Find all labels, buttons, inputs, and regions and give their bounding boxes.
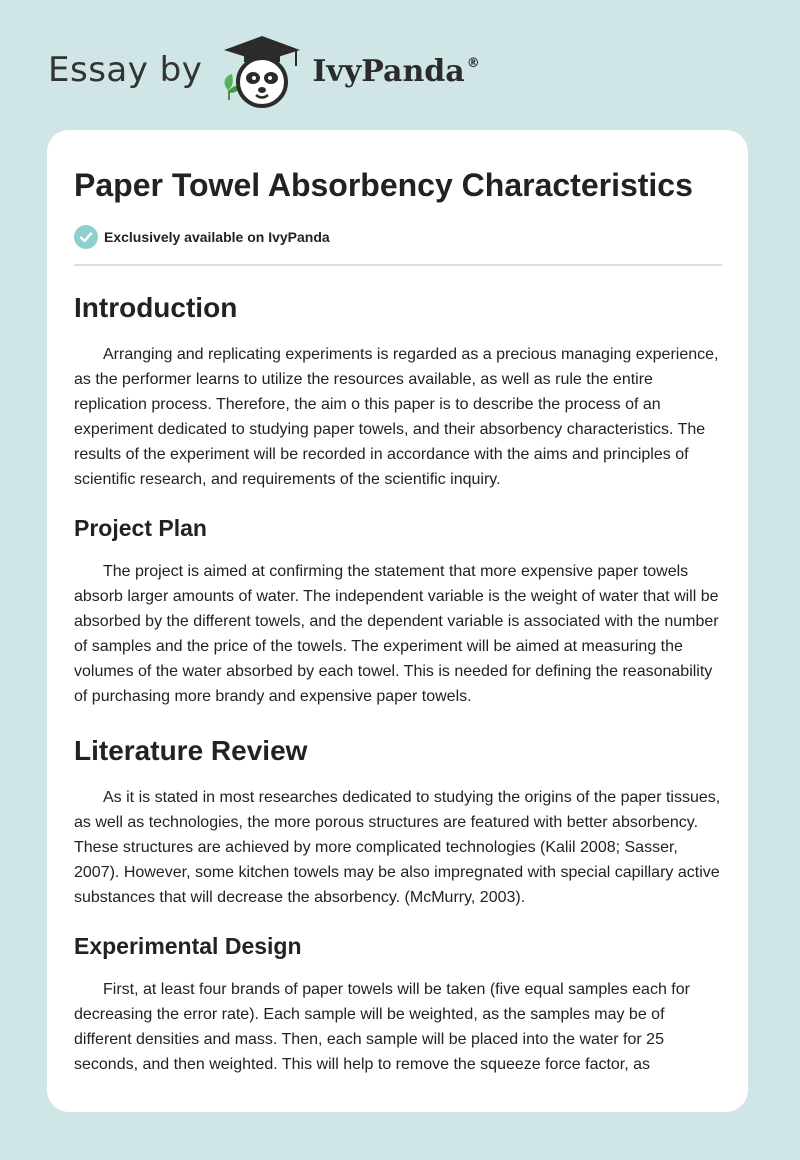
brand-name[interactable]: IvyPanda ® [312,53,480,89]
essay-card [47,130,748,1112]
section-paragraph-experimental-design: First, at least four brands of paper towels will be taken (five equal samples each for decreasing the error rate). Each sample will be weighted, as the samples may be of different densities and mass. Then, each sample will be placed into the water for 25 seconds, and then weighted. This will help to remove the squeeze force factor, as [74,981,690,1073]
section-paragraph-introduction: Arranging and replicating experiments is regarded as a precious managing experience, as the performer learns to utilize the resources available, as well as rule the entire replication process. Therefore, the aim o this paper is to describe the process of an experiment dedicated to studying paper towels, and their absorbency characteristics. The results of the experiment will be recorded in accordance with the aims and principles of scientific research, and requirements of the scientific inquiry. [74,346,719,488]
section-heading-project-plan: Project Plan [74,515,207,541]
section-heading-literature-review: Literature Review [74,735,308,766]
section-heading-introduction: Introduction [74,292,238,323]
divider [74,264,722,266]
site-header [48,32,508,112]
exclusive-badge-text: Exclusively available on IvyPanda [104,229,330,245]
check-icon [74,225,98,249]
essay-by-label: Essay by [48,50,203,90]
section-heading-experimental-design: Experimental Design [74,933,302,959]
page-title: Paper Towel Absorbency Characteristics [74,167,693,203]
section-paragraph-literature-review: As it is stated in most researches dedicated to studying the origins of the paper tissues, as well as technologies, the more porous structures are featured with better absorbency. These structures are achieved by more complicated technologies (Kalil 2008; Sasser, 2007). However, some kitchen towels may be also impregnated with special capillary active substances that will decrease the absorbency. (McMurry, 2003). [74,789,721,906]
exclusive-badge [74,225,722,249]
panda-logo-icon[interactable] [216,32,308,112]
section-paragraph-project-plan: The project is aimed at confirming the statement that more expensive paper towels absorb larger amounts of water. The independent variable is the weight of water that will be absorbed by the different towels, and the dependent variable is associated with the number of samples and the price of the towels. The experiment will be aimed at measuring the volumes of the water absorbed by each towel. This is needed for defining the reasonability of purchasing more brandy and expensive paper towels. [74,563,719,705]
